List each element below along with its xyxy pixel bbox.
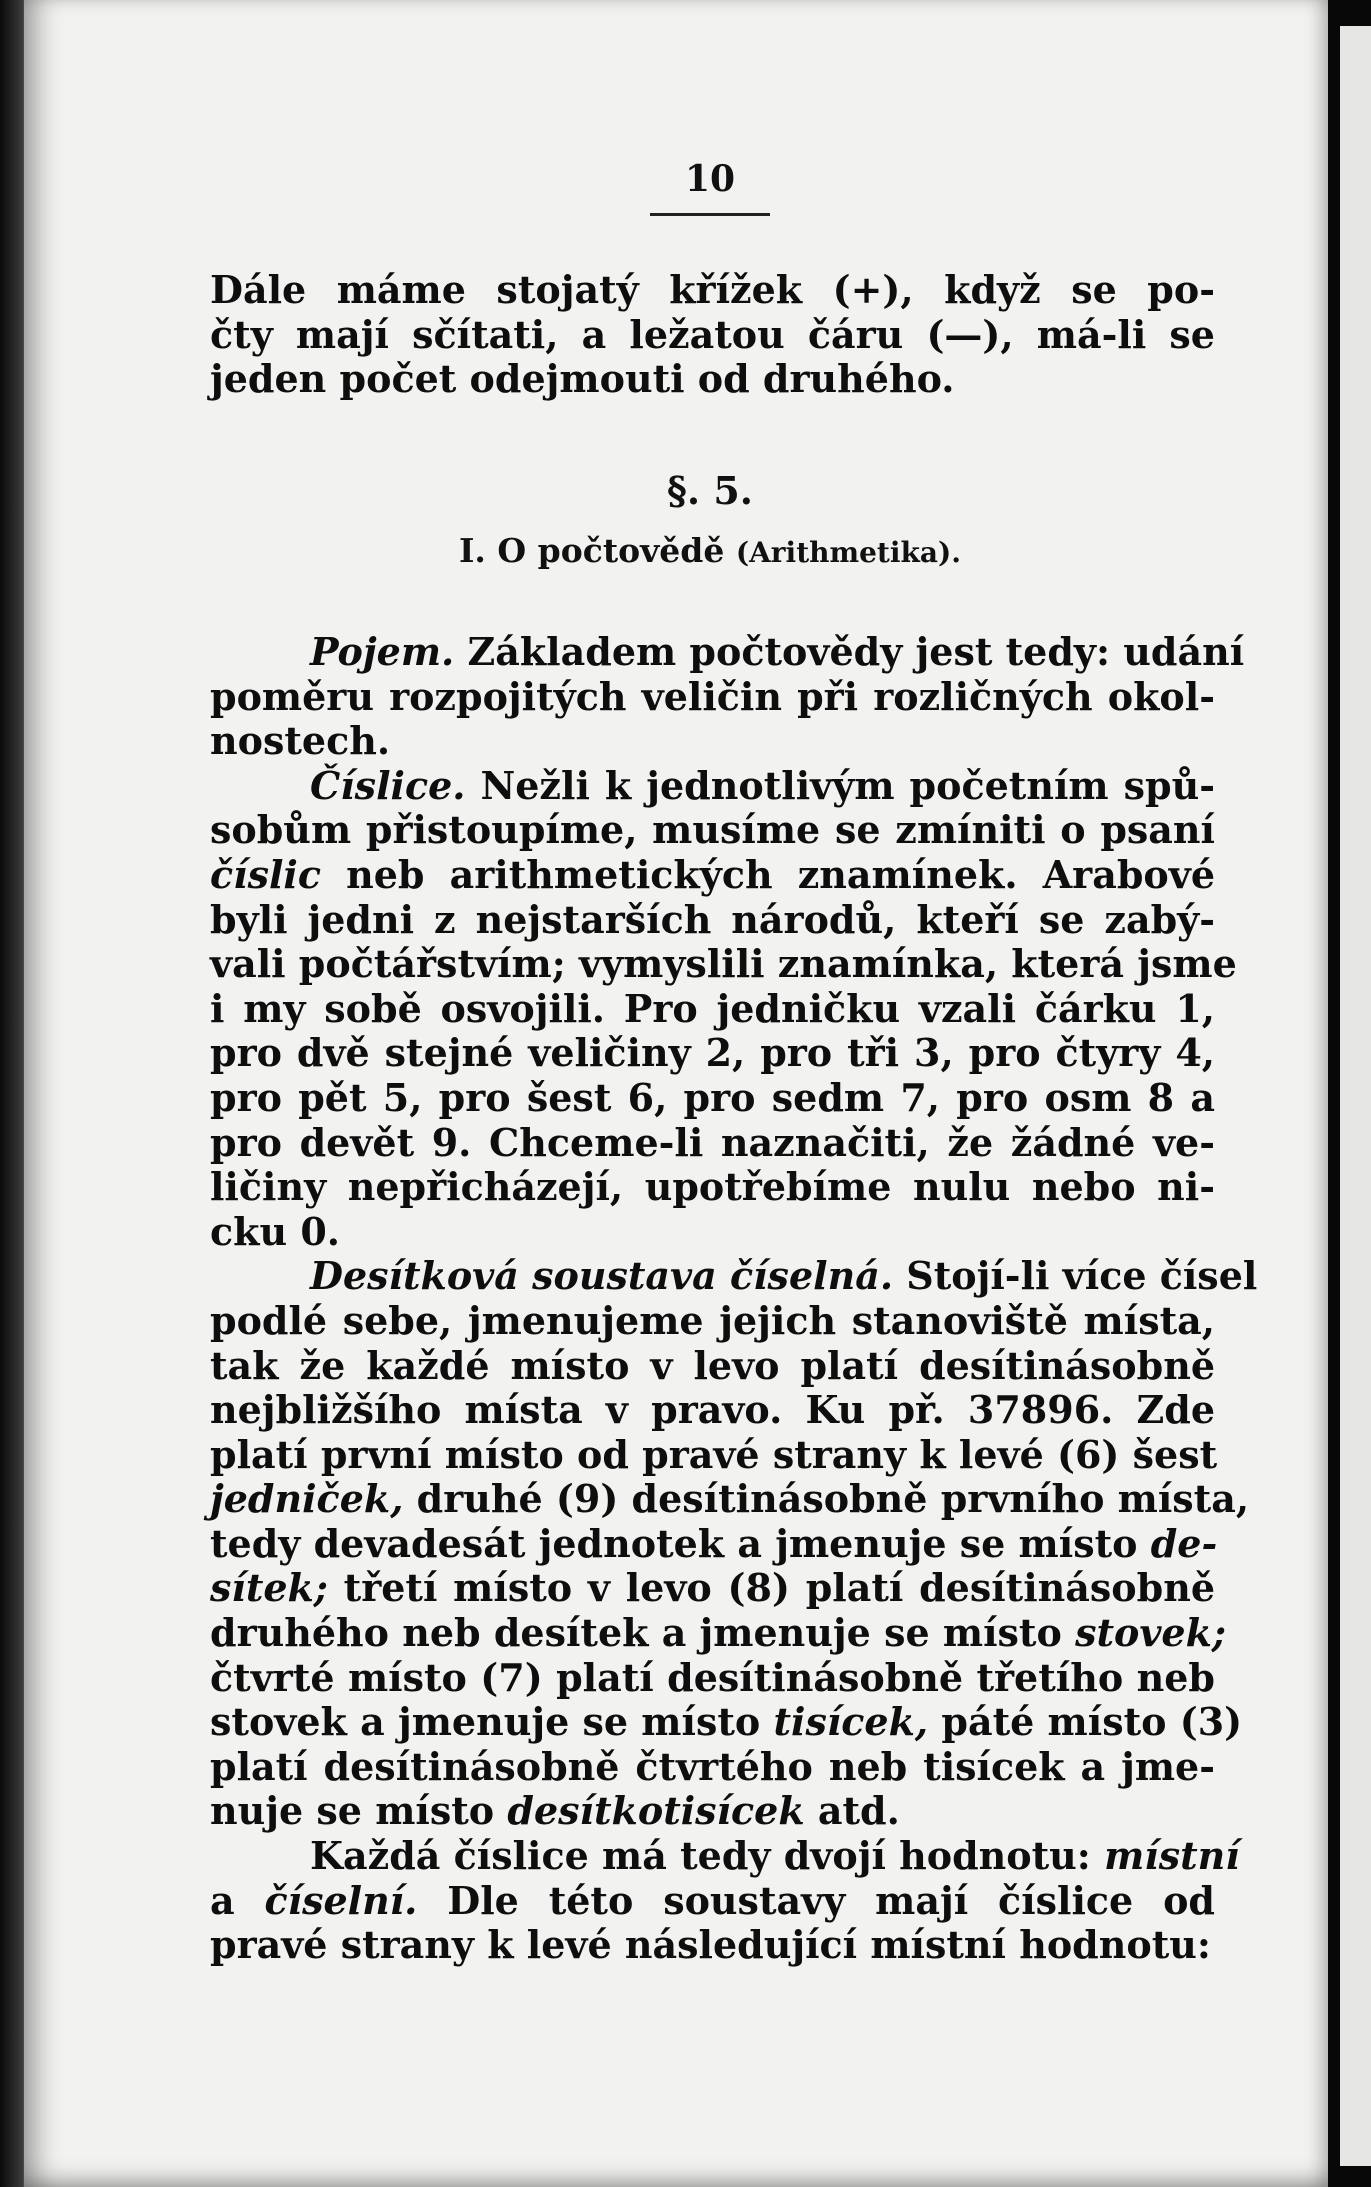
cislice-line-5: vali počtářstvím; vymyslili znamínka, která jsme	[210, 941, 1237, 987]
desitkova-line-7: tedy devadesát jednotek a jmenuje se místo de-	[210, 1520, 1218, 1566]
cislice-line-6: i my sobě osvojili. Pro jedničku vzali čárku 1,	[210, 985, 1215, 1031]
intro-line-2: čty mají sčítati, a ležatou čáru (—), má-li se	[210, 311, 1215, 357]
cislice-line-2: sobům přistoupíme, musíme se zmíniti o psaní	[210, 807, 1215, 853]
desitkova-line-6: jedniček, druhé (9) desítinásobně prvního místa,	[210, 1476, 1250, 1522]
page-number-rule	[650, 213, 770, 216]
desitkova-line-5: platí první místo od pravé strany k levé (6) šest	[210, 1431, 1218, 1477]
cislice-line-8: pro pět 5, pro šest 6, pro sedm 7, pro osm 8 a	[210, 1074, 1215, 1120]
desitkova-line-2: podlé sebe, jmenujeme jejich stanoviště místa,	[210, 1297, 1215, 1343]
heading-title: O počtovědě	[497, 531, 725, 570]
kazda-line-1: Každá číslice má tedy dvojí hodnotu: místní	[310, 1833, 1240, 1879]
intro-paragraph	[210, 268, 1215, 402]
desitkova-line-4: nejbližšího místa v pravo. Ku př. 37896. Zde	[210, 1387, 1215, 1433]
desitkova-line-3: tak že každé místo v levo platí desítinásobně	[210, 1342, 1215, 1388]
cislice-line-3: číslic neb arithmetických znamínek. Arabové	[210, 851, 1215, 897]
term-pojem: Pojem.	[310, 629, 455, 674]
cislice-line-1: Číslice. Nežli k jednotlivým početním spů-	[310, 762, 1215, 808]
desitkova-line-9: druhého neb desítek a jmenuje se místo stovek;	[210, 1610, 1226, 1656]
desitkova-line-1: Desítková soustava číselná. Stojí-li více čísel	[310, 1253, 1258, 1299]
cislice-line-9: pro devět 9. Chceme-li naznačiti, že žádné ve-	[210, 1119, 1215, 1165]
kazda-line-2: a číselní. Dle této soustavy mají číslice od	[210, 1877, 1215, 1923]
desitkova-line-12: platí desítinásobně čtvrtého neb tisícek a jme-	[210, 1743, 1215, 1789]
pojem-line-3: nostech.	[210, 718, 391, 764]
facing-page-edge	[1340, 26, 1371, 2166]
intro-line-1: Dále máme stojatý křížek (+), když se po-	[210, 267, 1215, 312]
pojem-line-2: poměru rozpojitých veličin při rozličných okol-	[210, 673, 1215, 719]
heading-subtitle: (Arithmetika).	[735, 536, 962, 569]
cislice-line-10: ličiny nepřicházejí, upotřebíme nulu nebo ni-	[210, 1164, 1215, 1210]
cislice-line-11: cku 0.	[210, 1208, 340, 1254]
cislice-line-4: byli jedni z nejstarších národů, kteří se zabý-	[210, 896, 1215, 942]
desitkova-line-10: čtvrté místo (7) platí desítinásobně třetího neb	[210, 1654, 1215, 1700]
section-mark: §. 5.	[666, 468, 753, 513]
desitkova-line-13: nuje se místo desítkotisícek atd.	[210, 1788, 900, 1834]
term-desitkova: Desítková soustava číselná.	[310, 1253, 894, 1299]
term-cislice: Číslice.	[310, 762, 466, 808]
pojem-line-1: Pojem. Základem počtovědy jest tedy: udání	[310, 629, 1245, 674]
desitkova-line-11: stovek a jmenuje se místo tisícek, páté místo (3)	[210, 1699, 1243, 1745]
kazda-line-3: pravé strany k levé následující místní hodnotu:	[210, 1922, 1211, 1968]
main-body	[210, 629, 1258, 1968]
intro-line-3: jeden počet odejmouti od druhého.	[210, 356, 955, 402]
heading-roman: I.	[458, 531, 486, 570]
section-heading	[300, 531, 1120, 570]
cislice-line-7: pro dvě stejné veličiny 2, pro tři 3, pro čtyry 4,	[210, 1030, 1215, 1076]
desitkova-line-8: sítek; třetí místo v levo (8) platí desítinásobně	[210, 1565, 1215, 1611]
page-number: 10	[684, 158, 736, 200]
